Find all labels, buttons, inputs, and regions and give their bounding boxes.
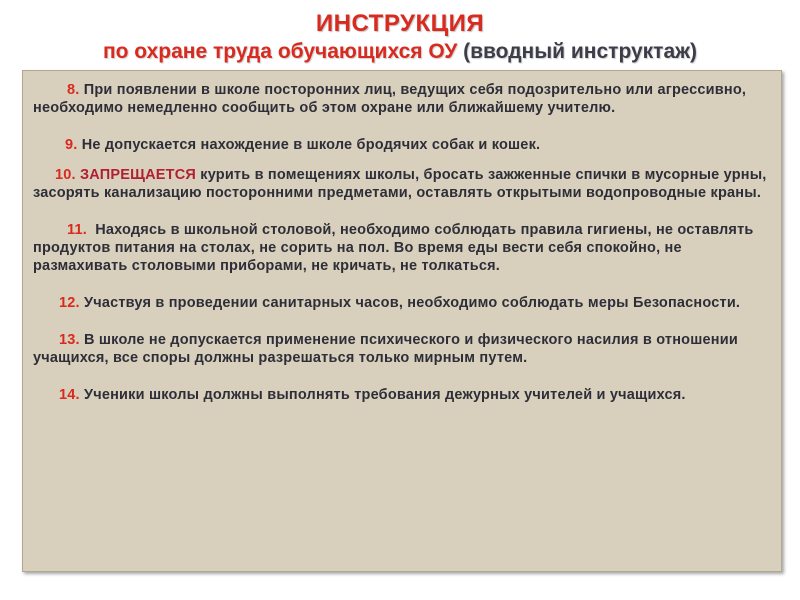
item-number: 10. bbox=[55, 167, 76, 183]
instructions-panel bbox=[22, 70, 782, 572]
item-text: Ученики школы должны выполнять требования дежурных учителей и учащихся. bbox=[84, 387, 686, 403]
item-number: 13. bbox=[59, 332, 80, 348]
instruction-item-13 bbox=[33, 331, 767, 367]
item-number: 12. bbox=[59, 295, 80, 311]
item-text: В школе не допускается применение психического и физического насилия в отношении учащихся, все споры должны разрешаться только мирным путем. bbox=[33, 332, 738, 366]
item-number: 11. bbox=[67, 222, 87, 238]
item-number: 14. bbox=[59, 387, 80, 403]
page-subtitle bbox=[0, 40, 800, 64]
item-number: 9. bbox=[65, 137, 78, 153]
subtitle-note: (вводный инструктаж) bbox=[463, 40, 698, 63]
instruction-item-8 bbox=[33, 81, 767, 117]
instruction-item-9 bbox=[33, 136, 767, 154]
instruction-item-12 bbox=[33, 294, 767, 312]
item-keyword: ЗАПРЕЩАЕТСЯ bbox=[80, 167, 196, 183]
instruction-item-10 bbox=[33, 166, 767, 202]
instruction-item-11 bbox=[33, 221, 767, 275]
item-number: 8. bbox=[67, 82, 80, 98]
item-text: Участвуя в проведении санитарных часов, необходимо соблюдать меры Безопасности. bbox=[84, 295, 741, 311]
instruction-item-14 bbox=[33, 386, 767, 404]
item-text: Находясь в школьной столовой, необходимо соблюдать правила гигиены, не оставлять продуктов питания на столах, не сорить на пол. Во время еды вести себя спокойно, не размахивать столовыми приборами, не кричать, не толкаться. bbox=[33, 222, 754, 274]
page-title: ИНСТРУКЦИЯ bbox=[315, 10, 485, 37]
title-block bbox=[0, 10, 800, 64]
subtitle-main: по охране труда обучающихся ОУ bbox=[102, 40, 458, 63]
item-text: курить в помещениях школы, бросать зажженные спички в мусорные урны, засорять канализацию посторонними предметами, оставлять открытыми водопроводные краны. bbox=[33, 167, 767, 201]
item-text: Не допускается нахождение в школе бродячих собак и кошек. bbox=[81, 137, 541, 153]
item-text: При появлении в школе посторонних лиц, ведущих себя подозрительно или агрессивно, необходимо немедленно сообщить об этом охране или ближайшему учителю. bbox=[33, 82, 747, 116]
